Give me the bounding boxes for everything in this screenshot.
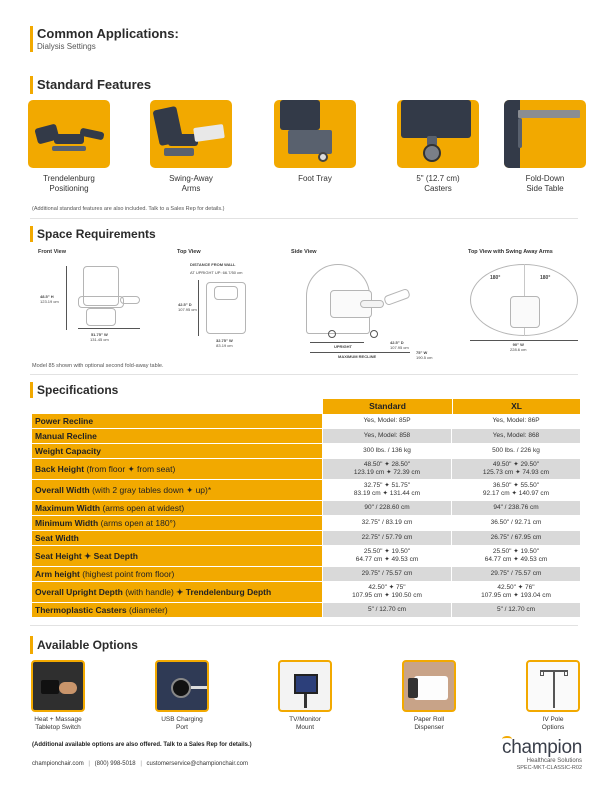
spec-label (32, 516, 322, 531)
divider (30, 625, 578, 626)
spec-value-line: 107.95 cm ✦ 193.04 cm (481, 592, 551, 599)
spec-value-line: 5" / 12.70 cm (496, 606, 536, 613)
spec-label-secondary: ✦ Trendelenburg Depth (176, 586, 272, 597)
spec-value-xl (451, 444, 580, 459)
spec-value-line: 29.75" / 75.57 cm (361, 570, 413, 577)
swing-right-angle: 180° (540, 275, 551, 281)
spec-label-suffix: (with 2 gray tables down ✦ up)* (89, 484, 212, 495)
spec-label (32, 480, 322, 501)
top-upright-dim: AT UPRIGHT UP: 66.7/50 cm (190, 270, 243, 275)
spec-label (32, 444, 322, 459)
table-row (32, 480, 580, 501)
spec-label-main: Overall Upright Depth (35, 587, 123, 597)
spec-value-xl (451, 501, 580, 516)
table-row (32, 516, 580, 531)
spec-value-xl (451, 516, 580, 531)
feature-label-line2: Casters (424, 184, 452, 193)
space-requirements-accent-bar (30, 226, 33, 242)
option-label-line2: Port (176, 724, 188, 731)
spec-label-suffix: (from floor ✦ from seat) (84, 463, 176, 474)
spec-label-suffix: (arms open at widest) (100, 503, 185, 513)
spec-label-main: Manual Recline (35, 431, 97, 441)
spec-label-main: Power Recline (35, 416, 94, 426)
dim-value: 48.5" H (40, 294, 54, 299)
feature-casters (397, 100, 479, 194)
spec-value-line: 94" / 238.76 cm (493, 504, 539, 511)
top-depth-dim (178, 302, 197, 312)
monitor-mount-icon (278, 660, 332, 712)
side-view-label: Side View (291, 249, 317, 255)
spec-value-line: 25.50" ✦ 19.50" (363, 548, 411, 555)
spec-label-main: Weight Capacity (35, 446, 101, 456)
footer-separator: | (88, 761, 90, 767)
front-width-dim (90, 332, 109, 342)
spec-value-standard (322, 603, 451, 618)
brand-name: champion (502, 737, 582, 758)
feature-label-line1: Foot Tray (298, 174, 332, 183)
top-swing-view-label: Top View with Swing Away Arms (468, 249, 553, 255)
remote-switch-icon (31, 660, 85, 712)
spec-label (32, 567, 322, 582)
dim-value: 42.5" D (390, 340, 404, 345)
table-row (32, 429, 580, 444)
spec-value-line: 42.50" ✦ 75" (368, 584, 406, 591)
spec-label-suffix: (with handle) (122, 587, 177, 597)
spec-value-line: 125.73 cm ✦ 74.93 cm (482, 469, 550, 476)
spec-value-standard (322, 516, 451, 531)
option-label-line1: Paper Roll (413, 716, 445, 723)
spec-label-main: Arm height (35, 569, 80, 579)
spec-label-main: Back Height (35, 464, 85, 474)
spec-label (32, 459, 322, 480)
dim-value-cm: 83.19 cm (216, 343, 233, 348)
common-applications-accent-bar (30, 26, 33, 52)
dim-value-cm: 190.5 cm (416, 355, 433, 360)
spec-value-xl (451, 531, 580, 546)
spec-label-suffix: (highest point from floor) (79, 569, 175, 579)
table-row (32, 459, 580, 480)
option-usb-charging (142, 660, 222, 732)
spec-value-xl (451, 567, 580, 582)
common-applications-subtitle: Dialysis Settings (37, 42, 96, 51)
spec-value-xl (451, 546, 580, 567)
foot-tray-icon (274, 100, 356, 168)
spec-value-line: 32.75" / 83.19 cm (361, 519, 413, 526)
option-label-line2: Options (541, 724, 565, 731)
spec-value-line: 25.50" ✦ 19.50" (492, 548, 540, 555)
spec-label-main: Seat Height ✦ Seat Depth (35, 550, 139, 561)
dim-value: 32.75" W (216, 338, 233, 343)
spec-value-standard (322, 459, 451, 480)
spec-value-standard (322, 546, 451, 567)
spec-label (32, 501, 322, 516)
spec-label-main: Overall Width (35, 485, 90, 495)
option-label-line1: Heat + Massage (34, 716, 82, 723)
spec-value-line: 64.77 cm ✦ 49.53 cm (484, 556, 548, 563)
spec-value-line: 22.75" / 57.79 cm (361, 534, 413, 541)
feature-label-line1: Swing-Away (169, 174, 213, 183)
spec-label-main: Minimum Width (35, 518, 99, 528)
dim-value: 90" W (512, 342, 524, 347)
brand-logo-arc-icon (502, 736, 512, 742)
table-row (32, 603, 580, 618)
column-header-xl: XL (453, 399, 580, 414)
spec-value-xl (451, 582, 580, 603)
spec-value-line: 500 lbs. / 226 kg (492, 447, 540, 454)
standard-features-title: Standard Features (37, 77, 152, 92)
dim-value-cm: 107.95 cm (178, 307, 197, 312)
column-header-standard: Standard (323, 399, 452, 414)
caster-icon (397, 100, 479, 168)
option-label-line2: Dispenser (414, 724, 444, 731)
available-options-accent-bar (30, 636, 33, 654)
option-label-line2: Mount (295, 724, 315, 731)
dim-value-cm: 123.19 cm (40, 299, 59, 304)
spec-value-line: Yes, Model: 858 (363, 432, 411, 439)
spec-value-line: 32.75" ✦ 51.75" (363, 482, 411, 489)
dim-value-cm: 228.6 cm (510, 347, 527, 352)
option-iv-pole (513, 660, 593, 732)
table-row (32, 444, 580, 459)
spec-label (32, 429, 322, 444)
feature-label-line1: 5" (12.7 cm) (416, 174, 460, 183)
specifications-accent-bar (30, 382, 33, 398)
feature-foot-tray (274, 100, 356, 184)
table-row (32, 501, 580, 516)
swing-away-arms-icon (150, 100, 232, 168)
spec-value-standard (322, 501, 451, 516)
spec-value-standard (322, 582, 451, 603)
spec-value-xl (451, 603, 580, 618)
option-tv-monitor (265, 660, 345, 732)
option-label-line1: USB Charging (161, 716, 203, 723)
spec-value-line: 107.95 cm ✦ 190.50 cm (352, 592, 422, 599)
available-options-title: Available Options (37, 638, 138, 652)
spec-label-main: Seat Width (35, 533, 79, 543)
dim-value: 51.75" W (90, 332, 108, 337)
spec-label (32, 582, 322, 603)
side-max-recline-dim: MAXIMUM RECLINE (338, 354, 377, 359)
spec-label-main: Thermoplastic Casters (35, 605, 127, 615)
spec-value-line: 36.50" / 92.71 cm (490, 519, 542, 526)
trendelenburg-icon (28, 100, 110, 168)
side-upright-dim: UPRIGHT (334, 344, 352, 349)
option-label-line2: Tabletop Switch (35, 724, 81, 731)
document-code: SPEC-MKT-CLASSIC-R02 (516, 765, 582, 771)
spec-value-xl (451, 429, 580, 444)
space-requirements-title: Space Requirements (37, 227, 156, 241)
spec-label (32, 531, 322, 546)
spec-value-line: 36.50" ✦ 55.50" (492, 482, 540, 489)
iv-pole-icon (526, 660, 580, 712)
spec-value-xl (451, 480, 580, 501)
feature-label-line1: Trendelenburg (43, 174, 95, 183)
top-width-dim (216, 338, 233, 348)
spec-label (32, 603, 322, 618)
divider (30, 374, 578, 375)
standard-features-note: (Additional standard features are also included. Talk to a Sales Rep for details.) (32, 206, 225, 212)
spec-value-line: 29.75" / 75.57 cm (490, 570, 542, 577)
spec-value-line: 300 lbs. / 136 kg (363, 447, 411, 454)
usb-port-icon (155, 660, 209, 712)
divider (30, 218, 578, 219)
space-requirements-note: Model 85 shown with optional second fold-away table. (32, 363, 164, 369)
spec-value-standard (322, 480, 451, 501)
front-view-label: Front View (38, 249, 67, 255)
spec-value-line: 92.17 cm ✦ 140.97 cm (482, 490, 550, 497)
feature-swing-away-arms (150, 100, 232, 194)
specifications-title: Specifications (37, 383, 119, 397)
spec-label-suffix: (arms open at 180°) (98, 518, 176, 528)
feature-trendelenburg (28, 100, 110, 194)
feature-label-line1: Fold-Down (525, 174, 565, 183)
option-label-line1: IV Pole (542, 716, 564, 723)
spec-value-xl (451, 459, 580, 480)
footer-phone[interactable]: (800) 998-5018 (94, 761, 136, 767)
dim-value-cm: 131.45 cm (90, 337, 109, 342)
dim-value-cm: 107.95 cm (390, 345, 409, 350)
spec-value-line: 83.19 cm ✦ 131.44 cm (353, 490, 421, 497)
spec-value-xl (451, 414, 580, 429)
spec-value-line: 64.77 cm ✦ 49.53 cm (355, 556, 419, 563)
side-depth-dim (390, 340, 409, 350)
feature-label-line2: Side Table (526, 184, 564, 193)
spec-value-standard (322, 414, 451, 429)
spec-value-standard (322, 429, 451, 444)
available-options-note: (Additional available options are also offered. Talk to a Sales Rep for details.) (32, 742, 252, 748)
option-label-line1: TV/Monitor (289, 716, 321, 723)
feature-label-line2: Arms (181, 184, 201, 193)
spec-value-line: 26.75" / 67.95 cm (490, 534, 542, 541)
spec-value-line: 5" / 12.70 cm (367, 606, 407, 613)
top-wall-dim: DISTANCE FROM WALL (190, 262, 236, 267)
option-paper-roll (389, 660, 469, 732)
feature-side-table (504, 100, 586, 194)
spec-value-standard (322, 531, 451, 546)
common-applications-title: Common Applications: (37, 26, 179, 41)
spec-value-line: 90" / 228.60 cm (364, 504, 410, 511)
table-row (32, 531, 580, 546)
spec-value-line: 42.50" ✦ 76" (497, 584, 535, 591)
table-row (32, 414, 580, 429)
front-height-dim (40, 294, 59, 304)
spec-label (32, 546, 322, 567)
spec-label-suffix: (diameter) (126, 605, 168, 615)
swing-width-dim (510, 342, 526, 352)
spec-label-main: Maximum Width (35, 503, 101, 513)
feature-label-line2: Positioning (49, 184, 89, 193)
dim-value: 42.5" D (178, 302, 192, 307)
table-row (32, 567, 580, 582)
side-length-dim (416, 350, 432, 360)
swing-left-angle: 180° (490, 275, 501, 281)
spec-label (32, 414, 322, 429)
spec-value-standard (322, 567, 451, 582)
footer-contact (32, 761, 248, 767)
standard-features-accent-bar (30, 76, 33, 94)
spec-value-line: 48.50" ✦ 28.50" (363, 461, 411, 468)
spec-value-line: 123.19 cm ✦ 72.39 cm (353, 469, 421, 476)
footer-separator: | (140, 761, 142, 767)
table-row (32, 582, 580, 603)
spec-value-line: Yes, Model: 868 (492, 432, 540, 439)
spec-value-line: Yes, Model: 86P (492, 417, 540, 424)
spec-value-line: Yes, Model: 85P (363, 417, 411, 424)
footer-website[interactable]: championchair.com (32, 761, 84, 767)
option-heat-massage (18, 660, 98, 732)
spec-value-line: 49.50" ✦ 29.50" (492, 461, 540, 468)
top-view-label: Top View (177, 249, 201, 255)
brand-logo (498, 738, 582, 772)
paper-roll-icon (402, 660, 456, 712)
side-table-icon (504, 100, 586, 168)
table-row (32, 546, 580, 567)
brand-subtitle: Healthcare Solutions (526, 758, 582, 764)
dim-value: 75" W (416, 350, 428, 355)
footer-email[interactable]: customerservice@championchair.com (146, 761, 249, 767)
spec-value-standard (322, 444, 451, 459)
